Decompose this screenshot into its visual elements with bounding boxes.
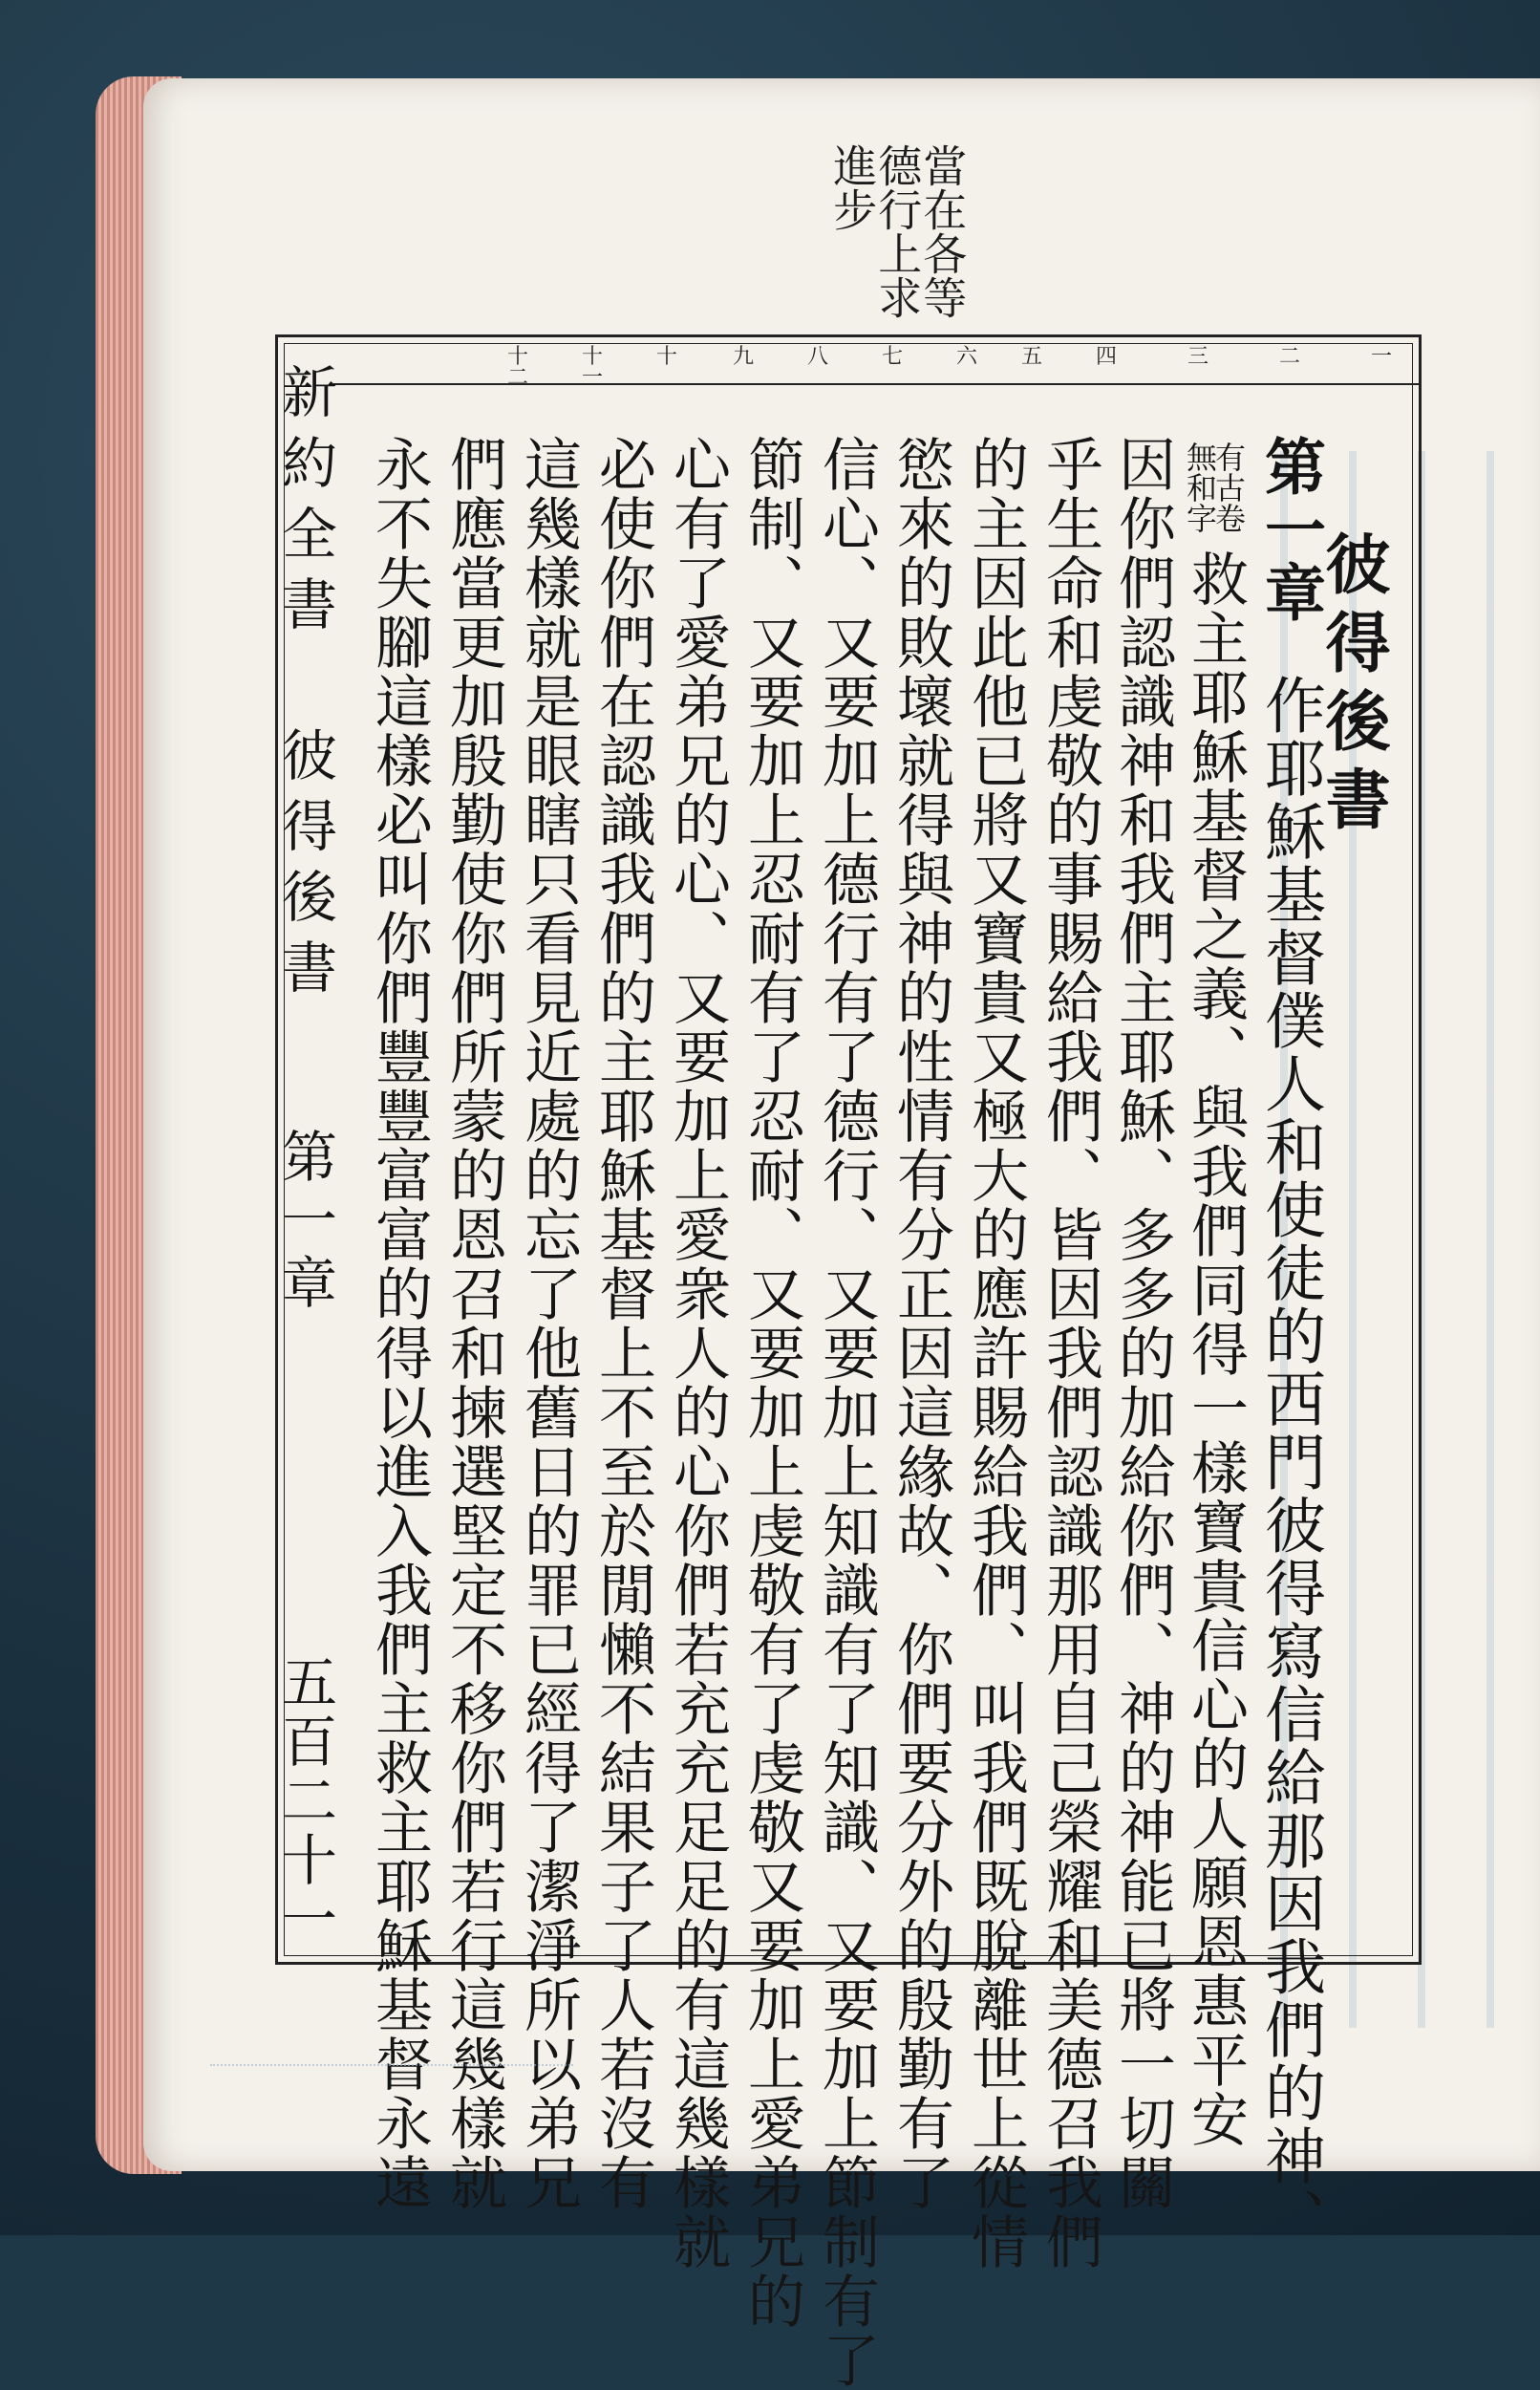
- text-column-12: 們應當更加殷勤使你們所蒙的恩召和揀選堅定不移你們若行這幾樣就: [440, 435, 507, 2212]
- verse-number-10: 十: [655, 345, 677, 369]
- variant-note-line-1: 有古卷: [1210, 441, 1247, 533]
- verse-number-9: 九: [732, 345, 754, 369]
- margin-note-line-3: 進步: [826, 143, 879, 231]
- text-column-6: 慾來的敗壞就得與神的性情有分正因這緣故、你們要分外的殷勤有了: [888, 435, 954, 2212]
- text-column-10: 必使你們在認識我們的主耶穌基督上不至於閒懶不結果子了人若沒有: [589, 435, 656, 2212]
- book-title: 彼得後書: [1315, 530, 1391, 844]
- text-column-13: 永不失腳這樣必叫你們豐豐富富的得以進入我們主救主耶穌基督永遠: [366, 435, 433, 2212]
- text-column-7: 信心、又要加上德行有了德行、又要加上知識有了知識、又要加上節制有了: [813, 435, 880, 2390]
- verse-number-1: 一: [1370, 345, 1392, 369]
- text-column-3: 因你們認識神和我們主耶穌、多多的加給你們、神的神能已將一切關: [1109, 435, 1176, 2212]
- running-head-chapter: 第一章: [272, 1128, 337, 1317]
- variant-note-line-2: 無和字: [1182, 441, 1218, 533]
- text-column-9: 心有了愛弟兄的心、又要加上愛衆人的心你們若充充足足的有這幾樣就: [664, 435, 731, 2272]
- margin-note-line-1: 當在各等: [916, 143, 969, 319]
- verse-number-3: 三: [1187, 345, 1208, 369]
- text-column-8: 節制、又要加上忍耐有了忍耐、又要加上虔敬有了虔敬又要加上愛弟兄的: [738, 435, 805, 2331]
- page-number: 五百二十一: [272, 1653, 337, 1949]
- text-column-5: 的主因此他已將又寶貴又極大的應許賜給我們、叫我們既脫離世上從情: [962, 435, 1029, 2272]
- text-column-11: 這幾樣就是眼瞎只看見近處的忘了他舊日的罪已經得了潔淨所以弟兄: [515, 435, 582, 2212]
- text-column-1: 作耶穌基督僕人和使徒的西門彼得寫信給那因我們的神、: [1254, 674, 1325, 2250]
- verse-number-5: 五: [1020, 345, 1042, 369]
- running-head-book: 新約全書: [272, 363, 337, 646]
- running-head-title: 彼得後書: [272, 726, 337, 1009]
- margin-note-line-2: 德行上求: [871, 143, 924, 319]
- verse-number-12: 十二: [506, 345, 528, 390]
- chapter-heading: 第一章: [1254, 435, 1326, 624]
- pencil-marks: [210, 2026, 573, 2066]
- verse-number-4: 四: [1095, 345, 1117, 369]
- verse-number-7: 七: [881, 345, 903, 369]
- verse-number-8: 八: [806, 345, 828, 369]
- text-column-4: 乎生命和虔敬的事賜給我們、皆因我們認識那用自己榮耀和美德召我們: [1037, 435, 1103, 2272]
- text-column-2: 救主耶穌基督之義、與我們同得一樣寶貴信心的人願恩惠平安: [1182, 549, 1249, 2149]
- verse-number-2: 二: [1278, 345, 1300, 369]
- verse-number-11: 十一: [581, 345, 603, 390]
- verse-number-rule: [333, 337, 1419, 390]
- verse-number-6: 六: [955, 345, 977, 369]
